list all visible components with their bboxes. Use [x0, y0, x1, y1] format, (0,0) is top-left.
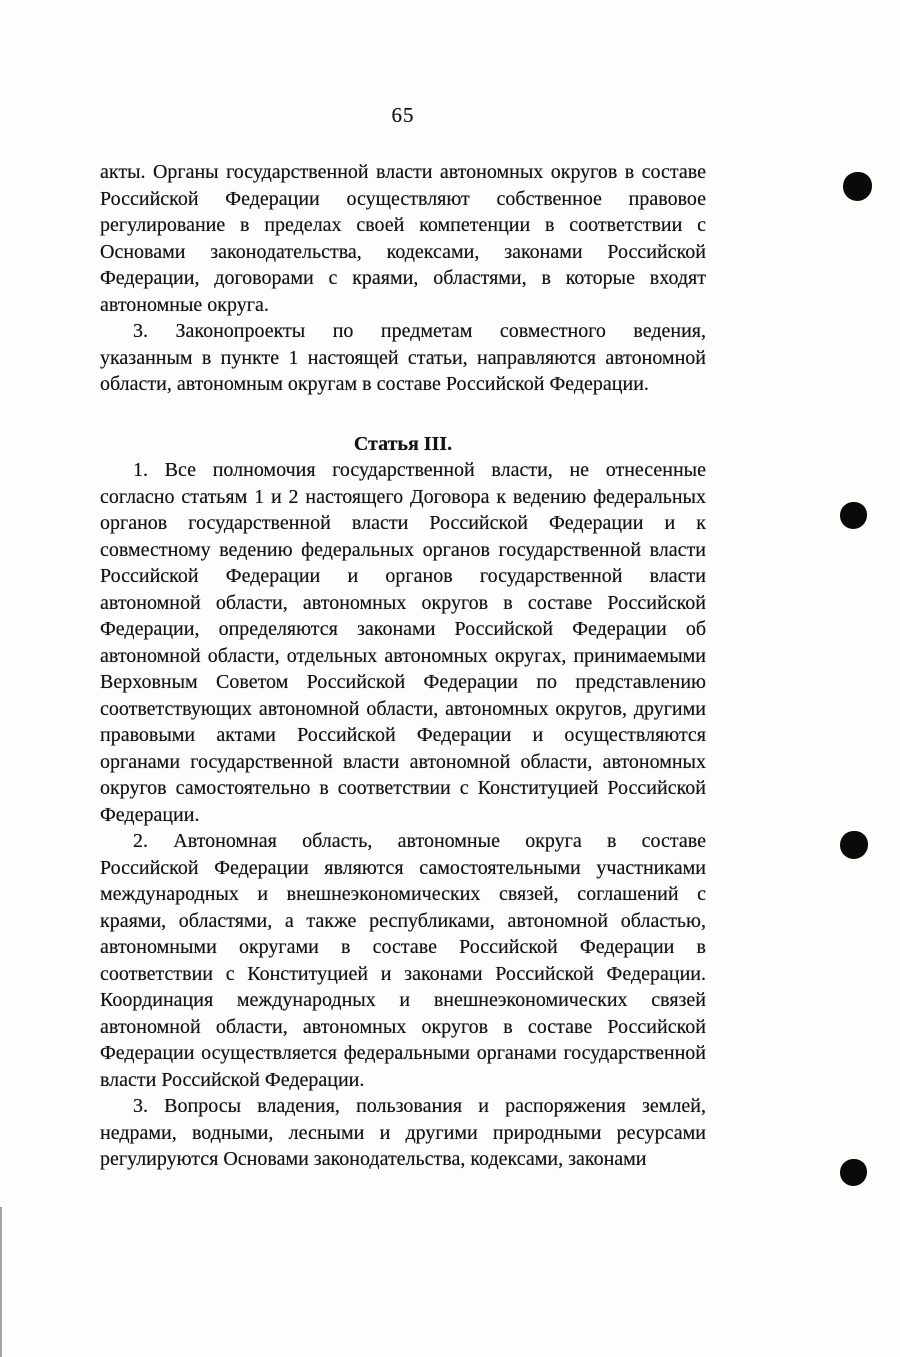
text-line: акты. Органы государственной власти автономных округов в составе — [100, 161, 706, 183]
page-number: 65 — [391, 103, 415, 127]
text-line: Федерации осуществляется федеральными органами государственной — [100, 1042, 706, 1064]
text-line: органов государственной власти Российской Федерации и к — [100, 512, 706, 534]
binder-hole-mark — [843, 172, 872, 201]
text-line: области, автономным округам в составе Российской Федерации. — [100, 373, 649, 395]
text-line: Федерации, договорами с краями, областями, в которые входят — [100, 267, 706, 289]
text-line: 1. Все полномочия государственной власти, не отнесенные — [133, 459, 706, 481]
section-heading: Статья III. — [353, 432, 453, 455]
scan-edge-artifact — [0, 1207, 2, 1357]
paragraph — [100, 318, 706, 398]
text-line: совместному ведению федеральных органов государственной власти — [100, 538, 706, 561]
text-line: Основами законодательства, кодексами, законами Российской — [100, 240, 706, 263]
text-line: 3. Вопросы владения, пользования и распоряжения землей, — [133, 1095, 706, 1117]
text-line: Российской Федерации осуществляют собственное правовое — [100, 187, 706, 210]
text-line: автономные округа. — [100, 293, 269, 316]
text-line: автономной области, отдельных автономных округах, принимаемыми — [100, 644, 706, 667]
binder-hole-mark — [840, 502, 867, 529]
text-line: регулирование в пределах своей компетенции в соответствии с — [100, 214, 706, 236]
binder-hole-mark — [840, 1159, 867, 1186]
text-line: Верховным Советом Российской Федерации по представлению — [100, 671, 706, 693]
text-line: соответствующих автономной области, автономных округов, другими — [100, 697, 706, 720]
text-line: автономной области, автономных округов в составе Российской — [100, 591, 706, 614]
paragraph — [100, 1093, 706, 1173]
text-line: регулируются Основами законодательства, кодексами, законами — [100, 1148, 647, 1170]
text-line: Федерации, определяются законами Российской Федерации об — [100, 618, 706, 640]
text-line: Российской Федерации являются самостоятельными участниками — [100, 856, 706, 879]
text-line: краями, областями, а также республиками, автономной областью, — [100, 909, 706, 932]
text-line: органами государственной власти автономной области, автономных — [100, 750, 706, 773]
text-line: округов самостоятельно в соответствии с Конституцией Российской — [100, 777, 706, 799]
binder-hole-mark — [840, 831, 868, 859]
text-line: власти Российской Федерации. — [100, 1068, 365, 1091]
text-line: Координация международных и внешнеэкономических связей — [100, 989, 706, 1011]
text-line: указанным в пункте 1 настоящей статьи, направляются автономной — [100, 346, 706, 369]
paragraph — [100, 828, 706, 1093]
paragraph — [100, 159, 706, 318]
text-line: недрами, водными, лесными и другими природными ресурсами — [100, 1121, 706, 1144]
text-line: Федерации. — [100, 803, 200, 826]
paragraph — [100, 457, 706, 828]
text-line: Российской Федерации и органов государственной власти — [100, 565, 706, 587]
text-line: 2. Автономная область, автономные округа в составе — [133, 830, 706, 852]
text-line: соответствии с Конституцией и законами Российской Федерации. — [100, 962, 706, 985]
text-line: автономными округами в составе Российской Федерации в — [100, 936, 706, 958]
text-line: 3. Законопроекты по предметам совместного ведения, — [133, 320, 706, 342]
text-line: международных и внешнеэкономических связей, соглашений с — [100, 883, 706, 905]
document-text-block — [100, 159, 706, 1173]
text-line: правовыми актами Российской Федерации и осуществляются — [100, 724, 706, 746]
text-line: автономной области, автономных округов в составе Российской — [100, 1015, 706, 1038]
text-line: согласно статьям 1 и 2 настоящего Договора к ведению федеральных — [100, 485, 706, 508]
